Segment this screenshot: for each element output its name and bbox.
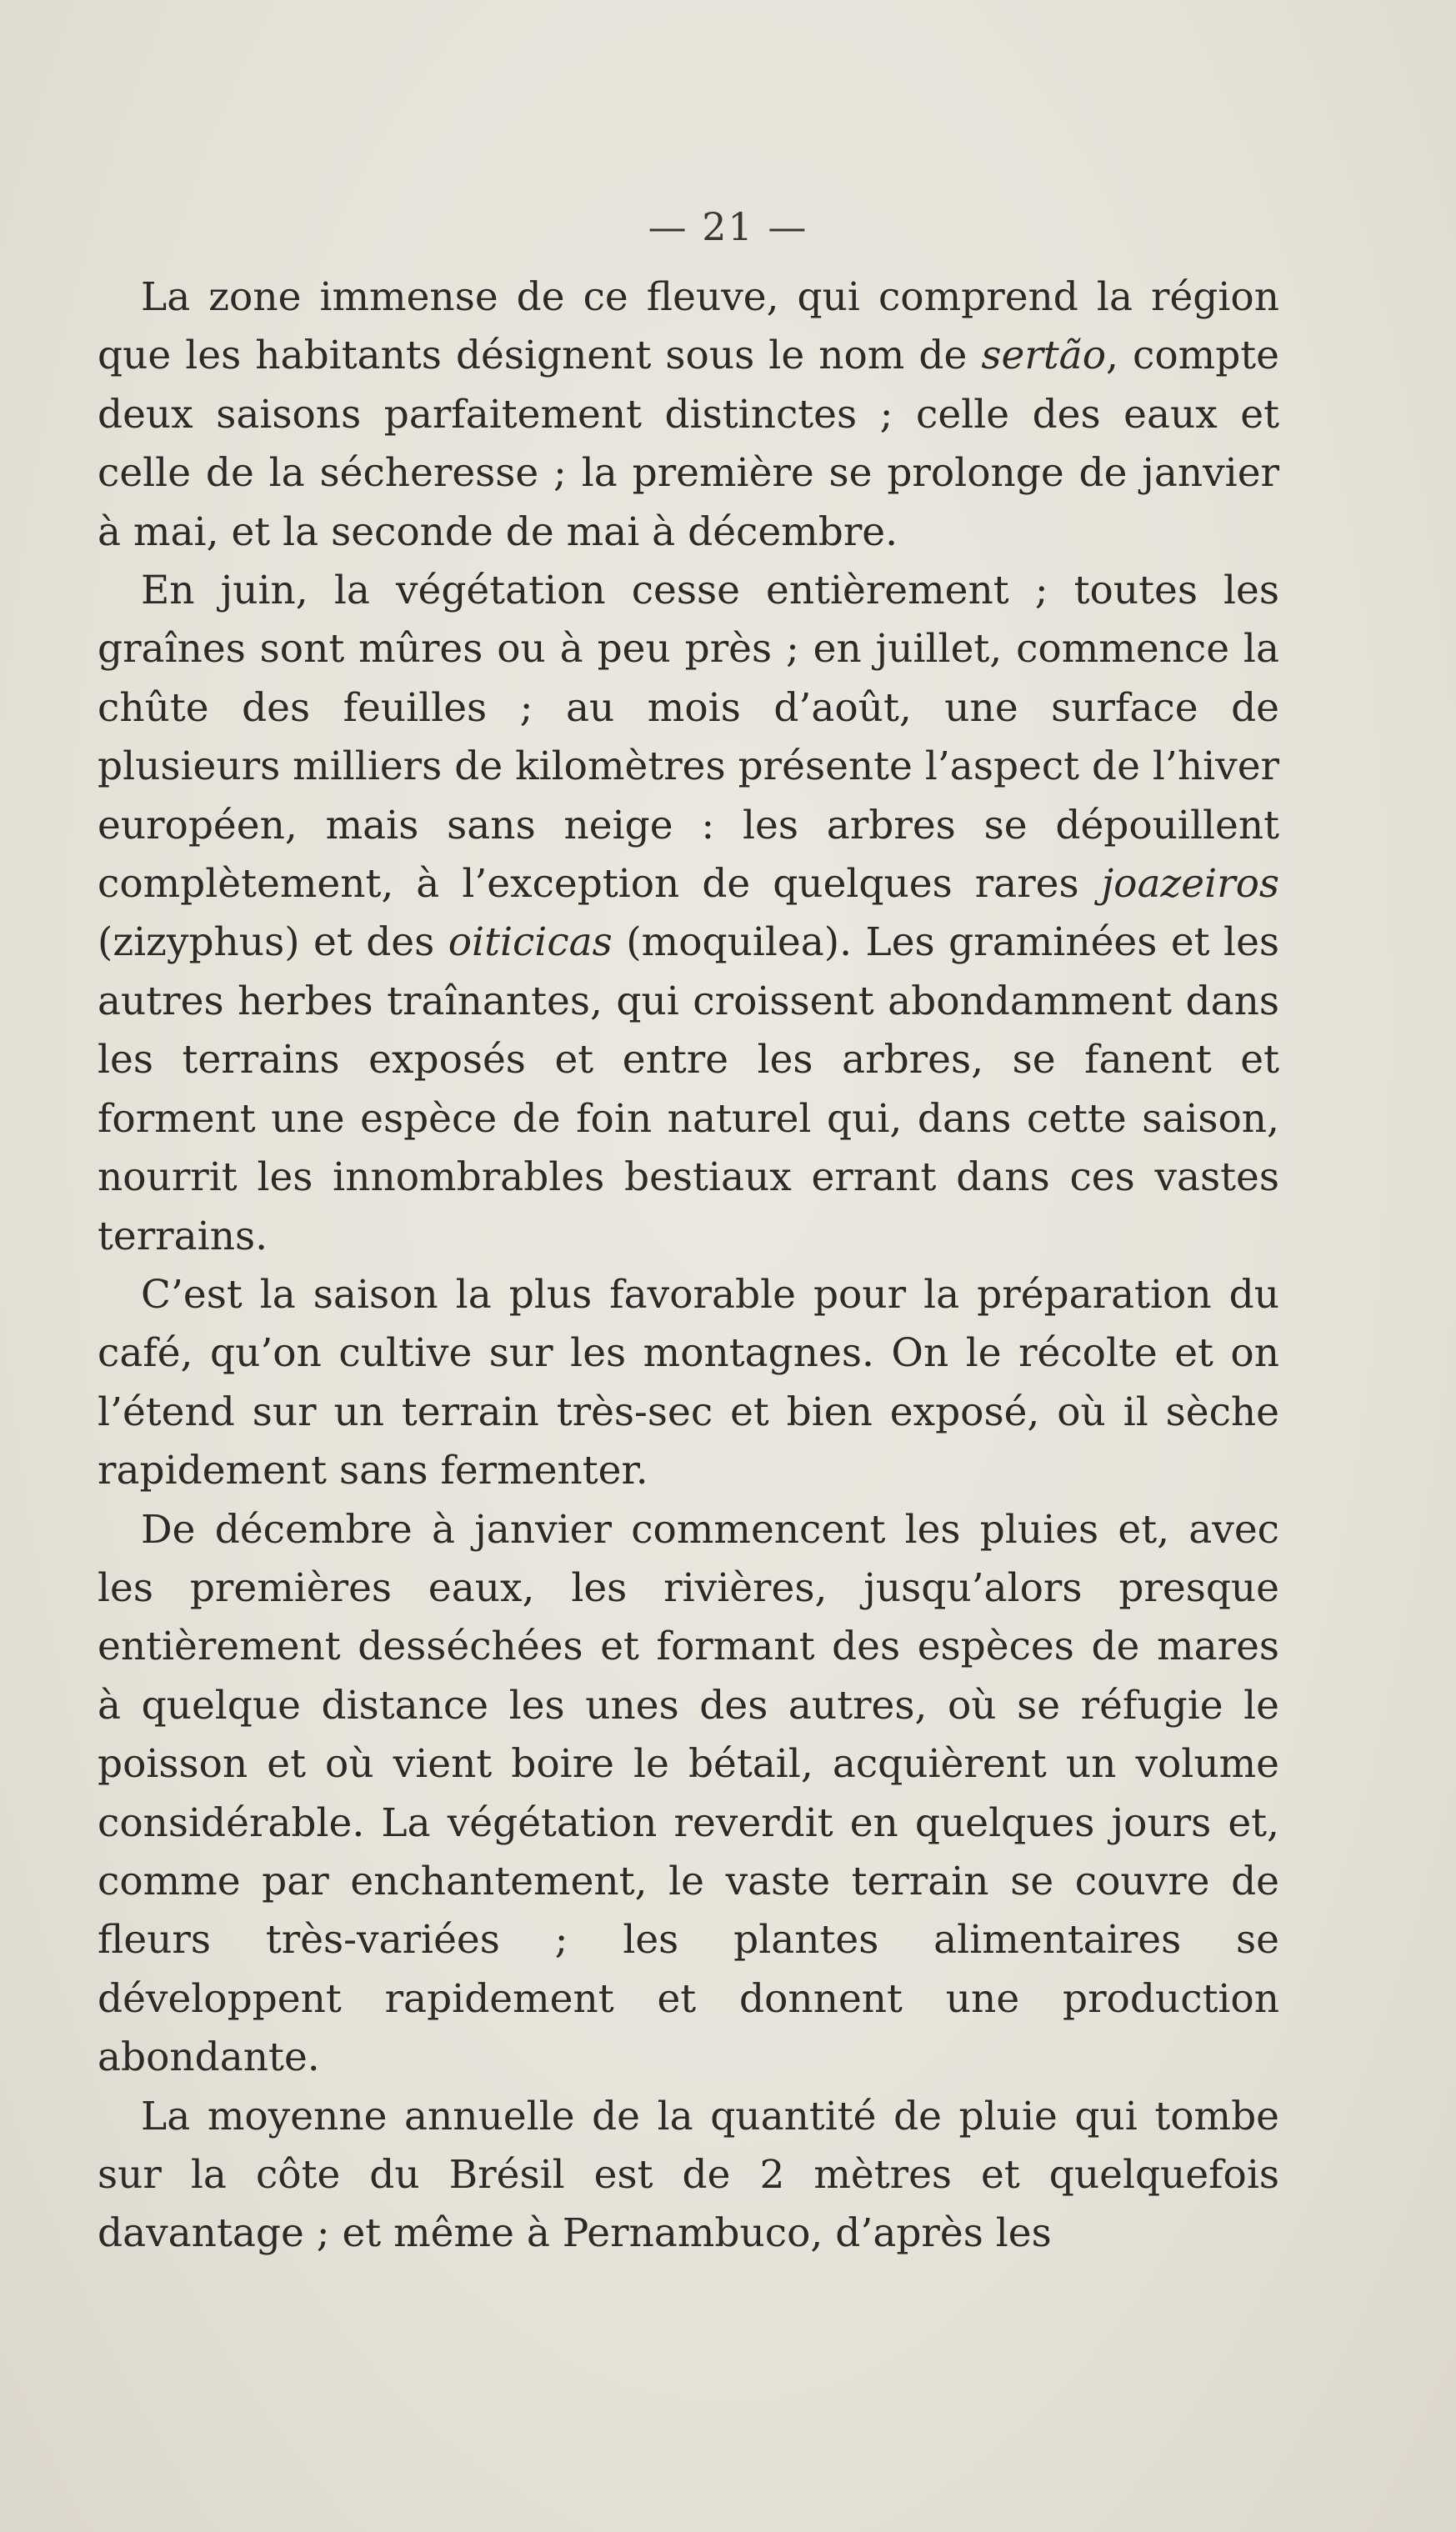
page-number: — 21 — [648,204,808,249]
paragraph-5-text: La moyenne annuelle de la quantité de pluie qui tombe sur la côte du Brésil est de 2 mètres et quelquefois davantage ; et même à Pernambuco, d’après les [98,2093,1279,2257]
paragraph-1-text-a: La zone immense de ce fleuve, qui comprend la région que les habitants désignent sous le nom de [98,274,1279,379]
paragraph-5 [98,2088,1279,2264]
term-oiticicas: oiticicas [448,919,613,966]
paragraph-2-text-a: En juin, la végétation cesse entièrement ; toutes les graînes sont mûres ou à peu près ; en juillet, commence la chûte des feuilles ; au mois d’août, une surface de plusieurs milliers de kilomètres présente l’aspect de l’hiver européen, mais sans neige : les arbres se dépouillent complètement, à l’exception de quelques rares [98,568,1279,908]
paragraph-2 [98,562,1279,1266]
paragraph-2-text-c: (zizyphus) et des [98,919,448,966]
paragraph-1-text-c: , compte deux saisons parfaitement distinctes ; celle des eaux et celle de la sécheresse ; la première se prolonge de janvier à mai, et la seconde de mai à décembre. [98,333,1279,555]
body-text [98,268,1279,2264]
paragraph-3-text: C’est la saison la plus favorable pour la préparation du café, qu’on cultive sur les montagnes. On le récolte et on l’étend sur un terrain très-sec et bien exposé, où il sèche rapidement sans fermenter. [98,1271,1279,1494]
paragraph-4-text: De décembre à janvier commencent les pluies et, avec les premières eaux, les rivières, jusqu’alors presque entièrement desséchées et formant des espèces de mares à quelque distance les unes des autres, où se réfugie le poisson et où vient boire le bétail, acquièrent un volume considérable. La végétation reverdit en quelques jours et, comme par enchantement, le vaste terrain se couvre de fleurs très-variées ; les plantes alimentaires se développent rapidement et donnent une production abondante. [98,1506,1279,2081]
term-sertao: sertão [981,333,1106,379]
paragraph-2-text-e: (moquilea). Les graminées et les autres herbes traînantes, qui croissent abondamment dans les terrains exposés et entre les arbres, se fanent et forment une espèce de foin naturel qui, dans cette saison, nourrit les innombrables bestiaux errant dans ces vastes terrains. [98,919,1280,1259]
paragraph-4 [98,1501,1279,2088]
term-joazeiros: joazeiros [1101,861,1279,908]
paragraph-1 [98,268,1279,562]
paragraph-3 [98,1266,1279,1501]
